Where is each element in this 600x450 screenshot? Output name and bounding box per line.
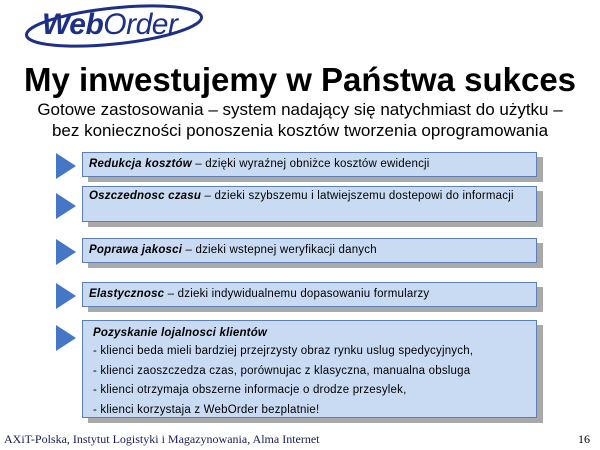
benefit-item-flexibility <box>56 282 546 312</box>
list-item: - klienci beda mieli bardziej przejrzysty obraz rynku uslug spedycyjnych, <box>93 345 474 357</box>
logo-part-web: Web <box>42 8 104 41</box>
arrow-icon <box>56 239 76 265</box>
benefit-box <box>82 238 537 263</box>
page-title: My inwestujemy w Państwa sukces <box>23 61 577 98</box>
arrow-icon <box>56 325 76 351</box>
subtitle-line-1: Gotowe zastosowania – system nadający się natychmiast do użytku – <box>37 100 563 119</box>
benefit-heading: Oszczednosc czasu <box>89 190 202 202</box>
loyalty-heading: Pozyskanie lojalnosci klientów <box>93 327 268 339</box>
benefit-text: – dzieki wstepnej weryfikacji danych <box>182 244 377 256</box>
benefit-item-time <box>56 186 546 226</box>
subtitle-line-2: bez konieczności ponoszenia kosztów tworzenia oprogramowania <box>51 121 549 140</box>
list-item: - klienci zaoszczedza czas, porównujac z klasyczna, manualna obsluga <box>93 364 471 377</box>
arrow-icon <box>56 283 76 309</box>
benefit-text: – dzieki szybszemu i latwiejszemu dostepowi do informacji <box>201 190 514 202</box>
list-item: - klienci otrzymaja obszerne informacje o drodze przesylek, <box>93 384 407 396</box>
benefit-heading: Redukcja kosztów <box>89 158 192 170</box>
arrow-icon <box>56 153 76 179</box>
arrow-icon <box>56 193 76 219</box>
benefit-heading: Elastycznosc <box>89 288 165 300</box>
logo-part-order: Order <box>103 8 178 41</box>
benefit-box <box>82 152 537 177</box>
benefit-heading: Poprawa jakosci <box>89 244 183 256</box>
benefit-item-costs <box>56 152 546 182</box>
benefit-item-quality <box>56 238 546 268</box>
loyalty-list <box>93 342 530 420</box>
benefit-text: – dzięki wyraźnej obniżce kosztów ewidencji <box>191 158 430 170</box>
footer-credits: AXiT-Polska, Instytut Logistyki i Magazynowania, Alma Internet <box>4 432 320 446</box>
benefit-box <box>82 282 537 307</box>
page-number: 16 <box>578 432 590 446</box>
loyalty-box <box>82 320 537 418</box>
benefit-text: – dzieki indywidualnemu dopasowaniu formularzy <box>164 288 430 300</box>
list-item: - klienci korzystaja z WebOrder bezplatnie! <box>93 403 320 416</box>
subtitle <box>0 99 600 141</box>
weborder-logo <box>22 2 212 52</box>
benefit-item-loyalty <box>56 320 546 426</box>
benefit-box <box>82 186 537 222</box>
